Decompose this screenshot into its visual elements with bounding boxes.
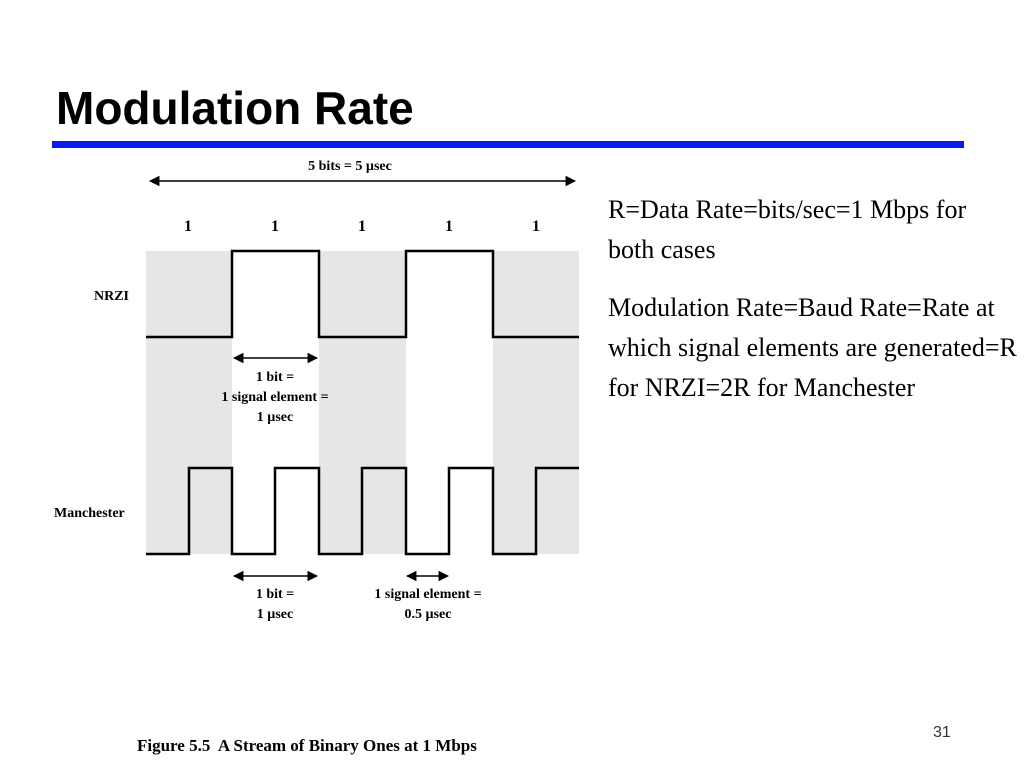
note-data-rate: R=Data Rate=bits/sec=1 Mbps for both cases [608, 195, 967, 264]
bit-label-5: 1 [532, 218, 540, 235]
manchester-bit-annotation-line2: 1 µsec [256, 607, 294, 622]
figure-caption: Figure 5.5 A Stream of Binary Ones at 1 Mbps [137, 736, 477, 755]
manchester-element-annotation-line1: 1 signal element = [374, 587, 482, 602]
nrzi-annotation-line3: 1 µsec [256, 410, 294, 425]
bit-label-1: 1 [184, 218, 192, 235]
page-number: 31 [933, 724, 951, 741]
notes-text [608, 190, 1018, 426]
bit-label-3: 1 [358, 218, 366, 235]
bit-label-2: 1 [271, 218, 279, 235]
manchester-bit-annotation-line1: 1 bit = [255, 587, 295, 602]
note-modulation-rate: Modulation Rate=Baud Rate=Rate at which signal elements are generated=R for NRZI=2R for Manchester [608, 293, 1017, 402]
manchester-label: Manchester [54, 506, 125, 521]
span-label: 5 bits = 5 µsec [308, 159, 392, 174]
manchester-element-annotation-line2: 0.5 µsec [404, 607, 452, 622]
nrzi-label: NRZI [94, 289, 130, 304]
bit-label-4: 1 [445, 218, 453, 235]
nrzi-annotation-line1: 1 bit = [255, 370, 295, 385]
bit-labels [184, 218, 540, 235]
slide-title: Modulation Rate [56, 82, 414, 134]
nrzi-annotation-line2: 1 signal element = [221, 390, 329, 405]
